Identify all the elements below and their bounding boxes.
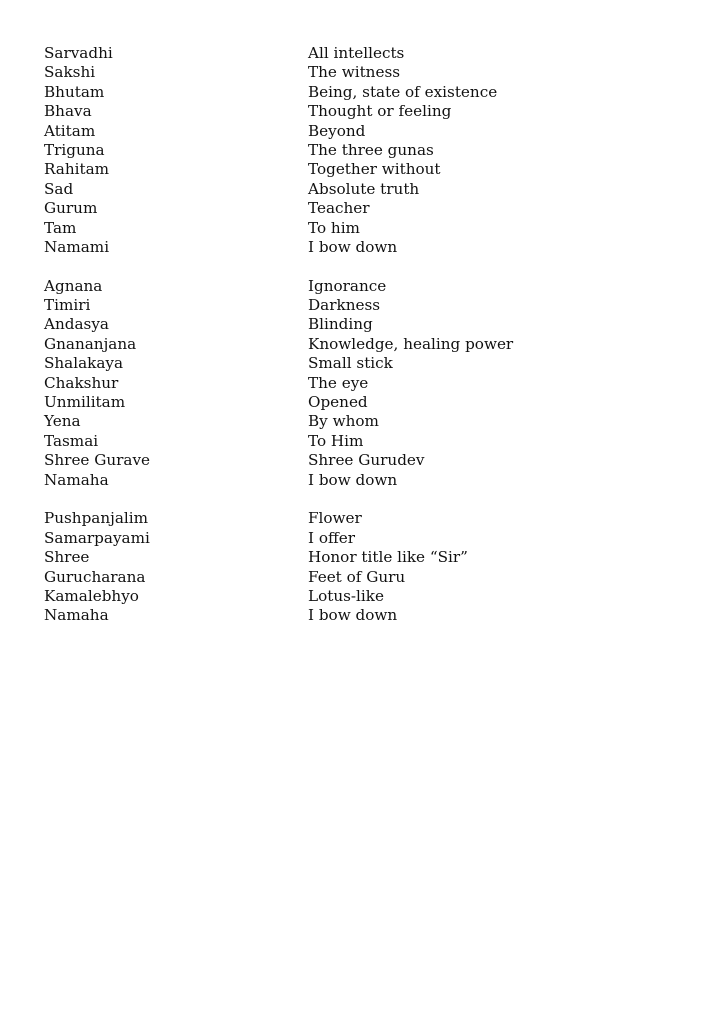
glossary — [44, 44, 684, 626]
glossary-meaning: Ignorance — [308, 276, 387, 295]
glossary-meaning: Absolute truth — [308, 179, 420, 198]
glossary-term: Andasya — [44, 315, 109, 334]
glossary-row — [44, 315, 684, 334]
glossary-row — [44, 277, 684, 296]
glossary-term: Unmilitam — [44, 393, 126, 412]
glossary-term: Sarvadhi — [44, 44, 113, 62]
glossary-meaning: I bow down — [308, 470, 398, 489]
glossary-row — [44, 606, 684, 625]
glossary-row — [44, 393, 684, 412]
glossary-term: Yena — [44, 412, 81, 431]
glossary-meaning: Feet of Guru — [308, 567, 406, 586]
glossary-row — [44, 83, 684, 102]
glossary-term: Gurum — [44, 199, 98, 218]
glossary-meaning: I bow down — [308, 606, 398, 625]
glossary-row — [44, 199, 684, 218]
glossary-meaning: To Him — [308, 431, 364, 450]
glossary-section — [44, 277, 684, 490]
glossary-row — [44, 548, 684, 567]
glossary-term: Rahitam — [44, 160, 110, 179]
glossary-row — [44, 412, 684, 431]
glossary-term: Chakshur — [44, 373, 119, 392]
glossary-row — [44, 141, 684, 160]
glossary-term: Atitam — [44, 121, 96, 140]
glossary-row — [44, 122, 684, 141]
glossary-meaning: The witness — [308, 63, 401, 82]
glossary-meaning: Being, state of existence — [308, 82, 498, 101]
glossary-meaning: Thought or feeling — [308, 102, 452, 121]
glossary-meaning: Together without — [308, 160, 441, 179]
glossary-term: Gurucharana — [44, 567, 146, 586]
glossary-row — [44, 238, 684, 257]
glossary-term: Sad — [44, 179, 74, 198]
glossary-term: Samarpayami — [44, 528, 150, 547]
glossary-row — [44, 354, 684, 373]
glossary-meaning: Shree Gurudev — [308, 451, 425, 470]
glossary-row — [44, 529, 684, 548]
glossary-meaning: Small stick — [308, 354, 393, 373]
glossary-row — [44, 63, 684, 82]
glossary-term: Namaha — [44, 606, 109, 625]
glossary-meaning: To him — [308, 218, 360, 237]
glossary-row — [44, 335, 684, 354]
glossary-meaning: I bow down — [308, 237, 398, 256]
glossary-meaning: The three gunas — [308, 140, 434, 159]
glossary-meaning: I offer — [308, 528, 356, 547]
glossary-row — [44, 44, 684, 63]
glossary-meaning: Teacher — [308, 199, 370, 218]
glossary-meaning: Blinding — [308, 315, 373, 334]
glossary-meaning: Knowledge, healing power — [308, 334, 514, 353]
glossary-term: Pushpanjalim — [44, 509, 149, 528]
glossary-term: Tasmai — [44, 431, 99, 450]
glossary-term: Shree Gurave — [44, 451, 151, 470]
glossary-meaning: Opened — [308, 393, 368, 412]
glossary-term: Shree — [44, 548, 90, 567]
glossary-row — [44, 160, 684, 179]
glossary-row — [44, 374, 684, 393]
glossary-term: Agnana — [44, 276, 103, 295]
glossary-term: Bhutam — [44, 82, 105, 101]
glossary-row — [44, 432, 684, 451]
glossary-term: Namaha — [44, 470, 109, 489]
glossary-row — [44, 102, 684, 121]
glossary-term: Triguna — [44, 140, 105, 159]
glossary-term: Sakshi — [44, 63, 96, 82]
glossary-row — [44, 296, 684, 315]
glossary-row — [44, 451, 684, 470]
glossary-term: Timiri — [44, 296, 91, 315]
glossary-term: Namami — [44, 237, 110, 256]
glossary-meaning: All intellects — [308, 44, 405, 62]
glossary-row — [44, 180, 684, 199]
glossary-meaning: By whom — [308, 412, 379, 431]
glossary-term: Tam — [44, 218, 77, 237]
glossary-row — [44, 471, 684, 490]
glossary-term: Kamalebhyo — [44, 586, 139, 605]
glossary-meaning: Beyond — [308, 121, 366, 140]
glossary-term: Bhava — [44, 102, 92, 121]
glossary-meaning: The eye — [308, 373, 369, 392]
glossary-row — [44, 587, 684, 606]
glossary-section — [44, 509, 684, 625]
glossary-meaning: Lotus-like — [308, 586, 384, 605]
glossary-meaning: Honor title like “Sir” — [308, 548, 468, 567]
glossary-row — [44, 568, 684, 587]
glossary-section — [44, 44, 684, 257]
glossary-term: Shalakaya — [44, 354, 124, 373]
glossary-term: Gnananjana — [44, 334, 137, 353]
glossary-meaning: Flower — [308, 509, 362, 528]
glossary-meaning: Darkness — [308, 296, 381, 315]
glossary-row — [44, 219, 684, 238]
glossary-row — [44, 509, 684, 528]
